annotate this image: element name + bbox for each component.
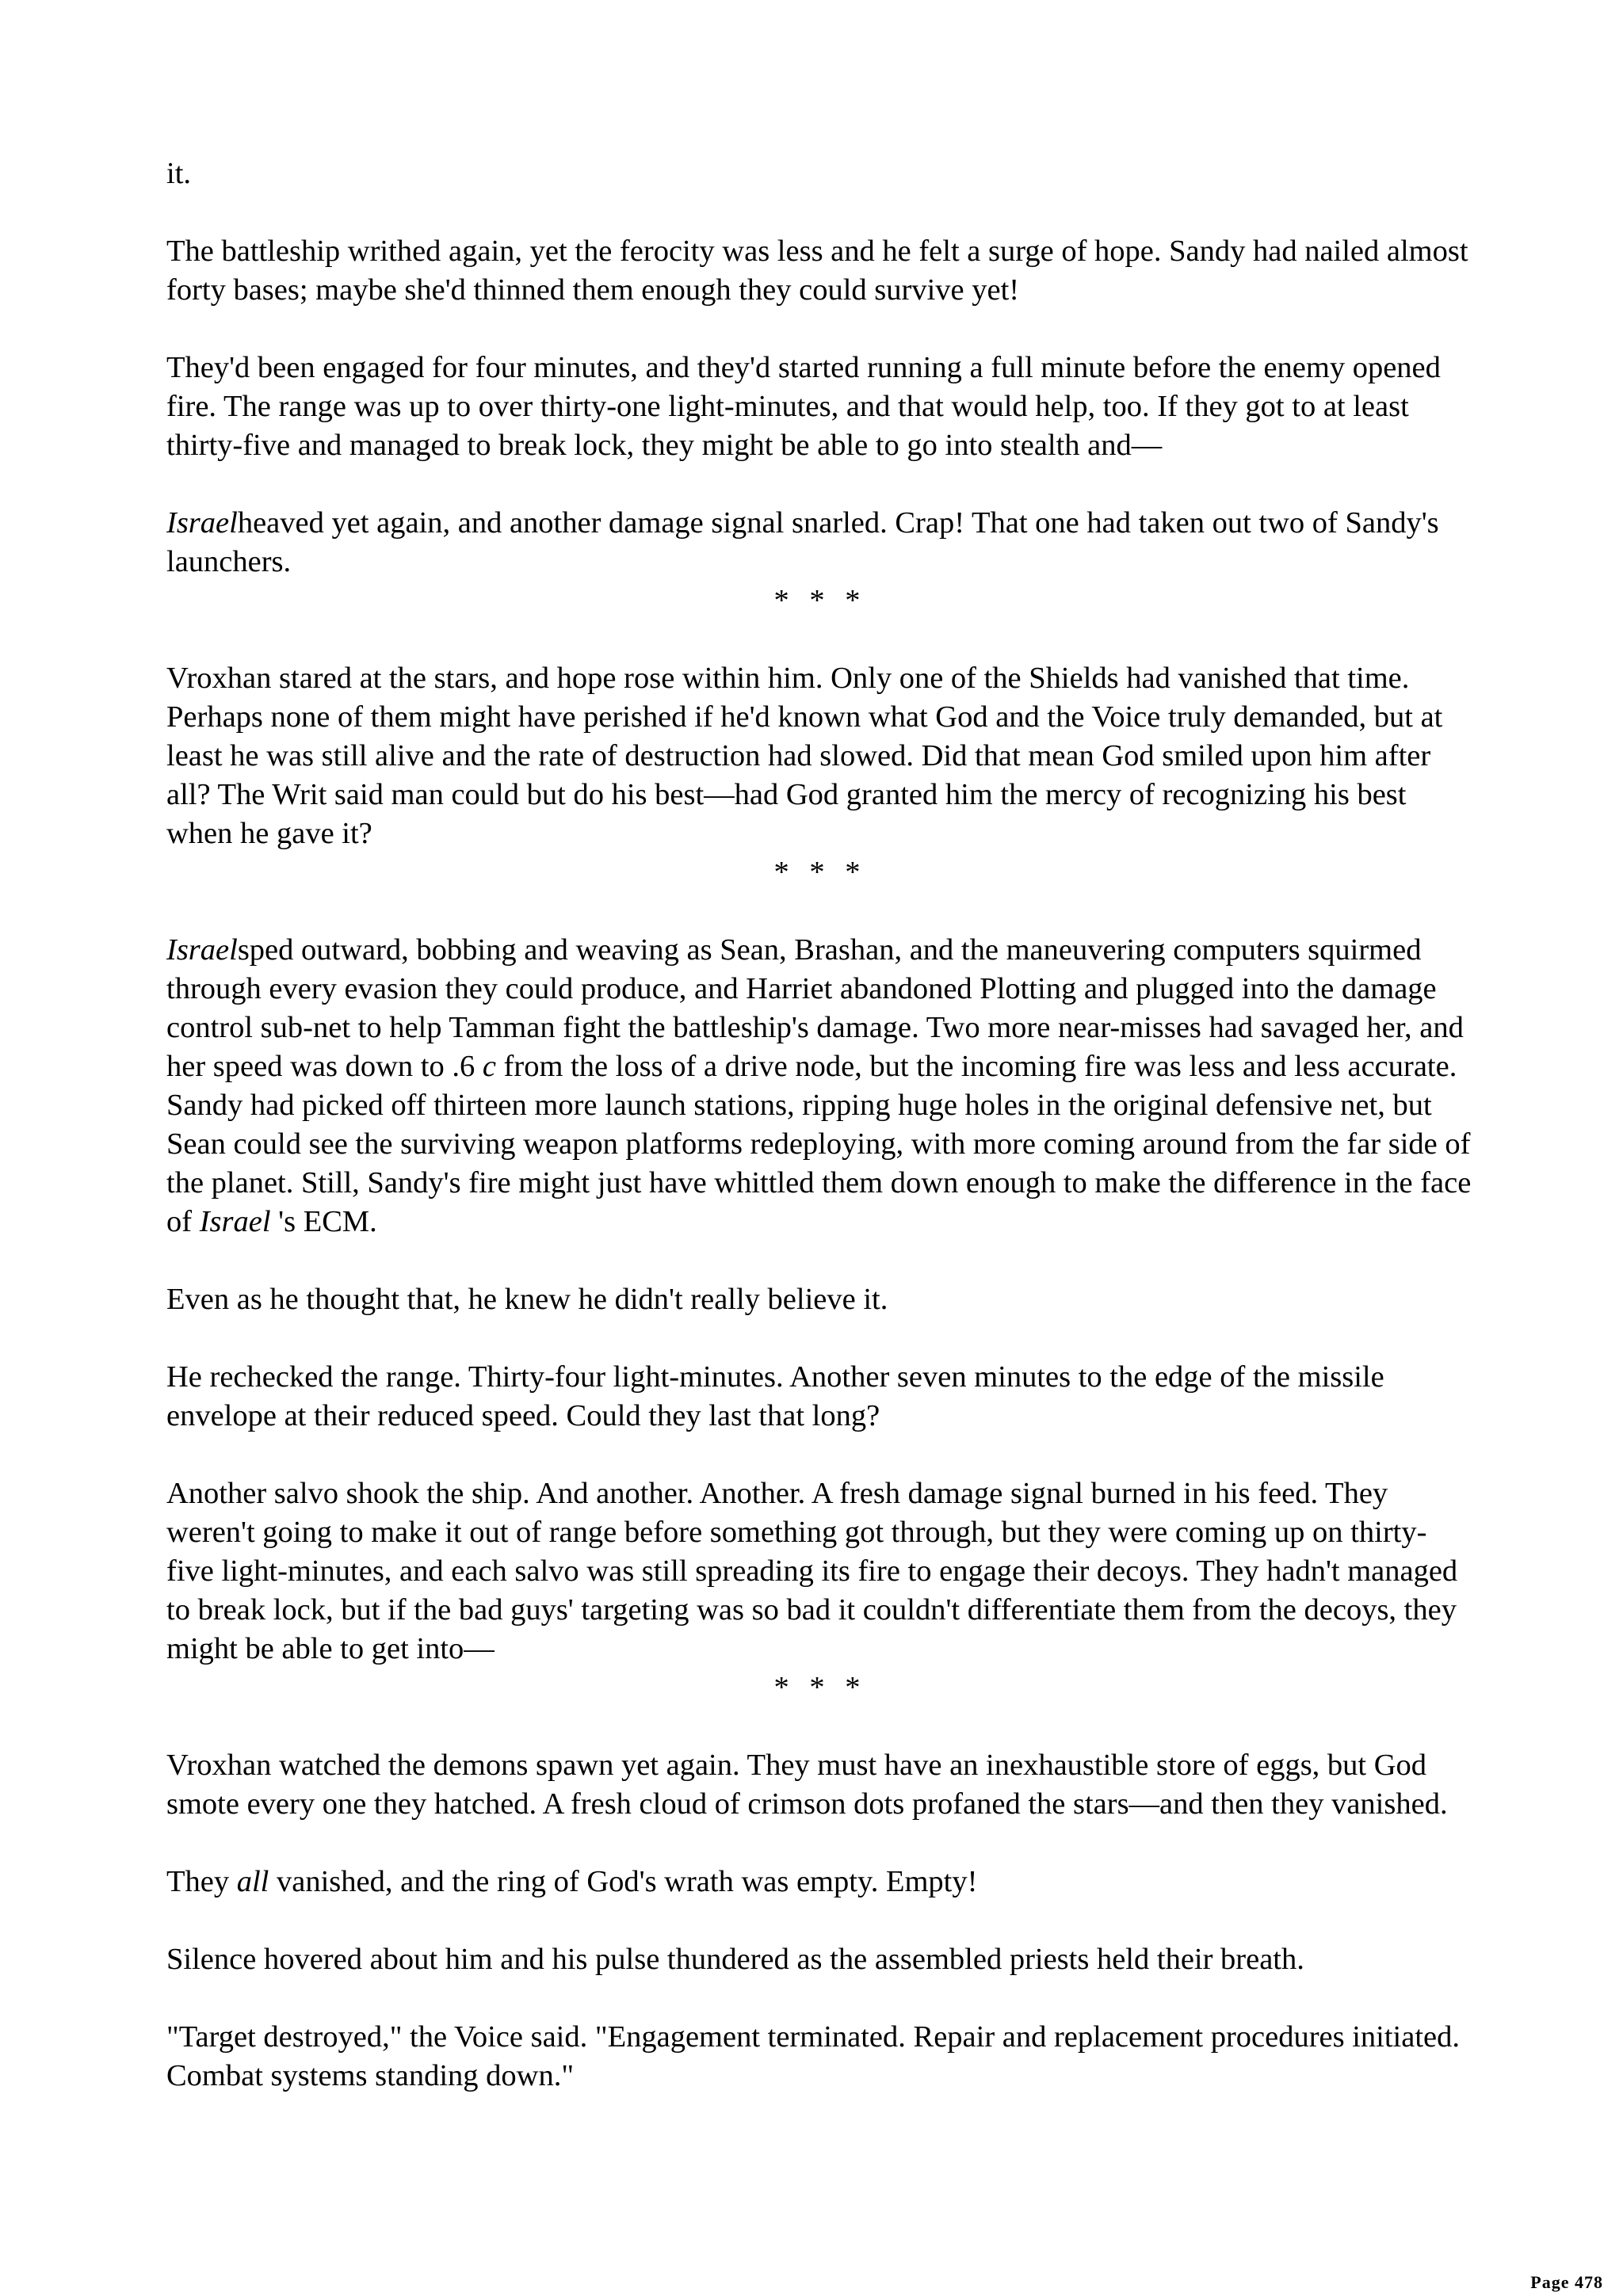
text-run: He rechecked the range. Thirty-four light-minutes. Another seven minutes to the edge of the missile envelope at their reduced speed. Could they last that long? [166, 1360, 1384, 1432]
text-run: 's ECM. [270, 1205, 377, 1238]
paragraph [166, 1940, 1474, 1979]
italic-text: Israel [166, 506, 238, 540]
paragraph [166, 1280, 1474, 1319]
text-run: Vroxhan stared at the stars, and hope rose within him. Only one of the Shields had vanished that time. Perhaps none of them might have perished if he'd known what God and the Voice truly demanded, but at least he was still alive and the rate of destruction had slowed. Did that mean God smiled upon him after all? The Writ said man could but do his best—had God granted him the mercy of recognizing his best when he gave it? [166, 662, 1443, 850]
scene-separator: * * * [773, 584, 867, 617]
text-run: Even as he thought that, he knew he didn't really believe it. [166, 1283, 888, 1316]
text-run: Silence hovered about him and his pulse thundered as the assembled priests held their breath. [166, 1943, 1304, 1976]
paragraph [166, 349, 1474, 465]
text-run: Another salvo shook the ship. And another. Another. A fresh damage signal burned in his feed. They weren't going to make it out of range before something got through, but they were coming up on thirty-five light-minutes, and each salvo was still spreading its fire to engage their decoys. They hadn't managed to break lock, but if the bad guys' targeting was so bad it couldn't differentiate them from the decoys, they might be able to get into— [166, 1477, 1458, 1665]
text-run: vanished, and the ring of God's wrath was empty. Empty! [269, 1865, 978, 1898]
text-run: They'd been engaged for four minutes, and they'd started running a full minute before the enemy opened fire. The range was up to over thirty-one light-minutes, and that would help, too. If they got to at least thirty-five and managed to break lock, they might be able to go into stealth and— [166, 351, 1441, 462]
paragraph [166, 1358, 1474, 1436]
italic-text: c [482, 1050, 496, 1083]
text-run: The battleship writhed again, yet the ferocity was less and he felt a surge of hope. Sandy had nailed almost forty bases; maybe she'd thinned them enough they could survive yet! [166, 235, 1468, 307]
text-run: heaved yet again, and another damage signal snarled. Crap! That one had taken out two of Sandy's launchers. [166, 506, 1439, 578]
scene-separator: * * * [773, 856, 867, 889]
italic-text: Israel [166, 933, 238, 967]
text-run: They [166, 1865, 237, 1898]
paragraph [166, 659, 1474, 853]
italic-text: all [236, 1865, 269, 1898]
text-run: it. [166, 157, 192, 190]
text-run: "Target destroyed," the Voice said. "Engagement terminated. Repair and replacement procedures initiated. Combat systems standing down." [166, 2020, 1461, 2092]
paragraph [166, 504, 1474, 582]
scene-separator: * * * [773, 1671, 867, 1704]
text-run: sped outward, bobbing and weaving as Sean, Brashan, and the maneuvering computers squirmed through every evasion they could produce, and Harriet abandoned Plotting and plugged into the damage control sub-net to help Tamman fight the battleship's damage. Two more near-misses had savaged her, and her speed was down to .6 [166, 933, 1464, 1083]
paragraph [166, 232, 1474, 310]
text-run: Vroxhan watched the demons spawn yet again. They must have an inexhaustible store of eggs, but God smote every one they hatched. A fresh cloud of crimson dots profaned the stars—and then they vanished. [166, 1749, 1448, 1821]
page-number: Page 478 [1530, 2272, 1603, 2292]
paragraph [166, 2018, 1474, 2096]
paragraph [166, 931, 1474, 1241]
paragraph [166, 1474, 1474, 1669]
italic-text: Israel [199, 1205, 271, 1238]
paragraph [166, 154, 1474, 193]
paragraph [166, 1863, 1474, 1901]
text-run: from the loss of a drive node, but the incoming fire was less and less accurate. Sandy had picked off thirteen more launch stations, ripping huge holes in the original defensive net, but Sean could see the surviving weapon platforms redeploying, with more coming around from the far side of the planet. Still, Sandy's fire might just have whittled them down enough to make the difference in the face of [166, 1050, 1472, 1238]
paragraph [166, 1746, 1474, 1824]
document-body [166, 154, 1474, 2134]
